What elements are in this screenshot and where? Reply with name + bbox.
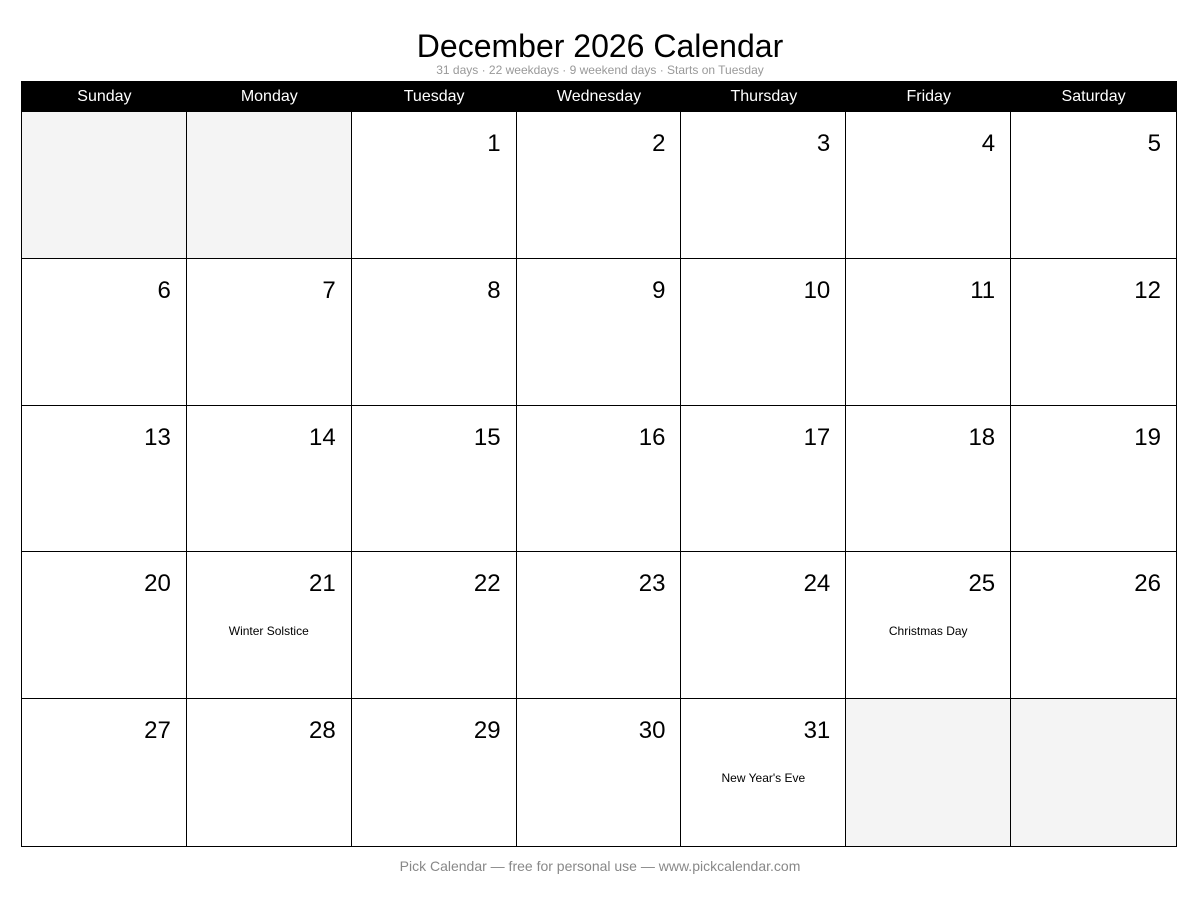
day-number: 11 — [970, 276, 996, 304]
day-number: 23 — [638, 570, 666, 598]
day-number: 9 — [652, 276, 666, 304]
footer-credit: Pick Calendar — free for personal use — www.pickcalendar.com — [399, 858, 801, 874]
day-cell[interactable] — [352, 406, 517, 553]
day-number: 3 — [816, 130, 831, 157]
day-number: 25 — [968, 570, 996, 598]
page-title: December 2026 Calendar — [416, 28, 784, 64]
day-number: 24 — [803, 570, 831, 598]
day-cell[interactable] — [1011, 552, 1176, 699]
day-number: 26 — [1134, 570, 1161, 598]
weekday-sunday: Sunday — [77, 88, 132, 105]
empty-day-cell — [846, 699, 1011, 846]
weekday-monday: Monday — [240, 88, 298, 105]
day-number: 29 — [473, 717, 501, 745]
day-cell[interactable] — [187, 259, 352, 406]
day-number: 4 — [981, 130, 996, 157]
day-cell[interactable] — [846, 406, 1011, 553]
day-cell[interactable] — [22, 552, 187, 699]
day-cell[interactable] — [22, 406, 187, 553]
day-number: 13 — [144, 423, 171, 451]
day-number: 27 — [144, 717, 171, 745]
day-cell[interactable] — [187, 406, 352, 553]
holiday-label: New Year's Eve — [721, 771, 806, 786]
day-cell[interactable] — [681, 552, 846, 699]
weekday-wednesday: Wednesday — [556, 88, 642, 105]
day-cell[interactable] — [681, 259, 846, 406]
day-cell[interactable] — [352, 699, 517, 846]
day-number: 31 — [803, 717, 831, 745]
day-number: 2 — [652, 130, 666, 157]
day-cell[interactable] — [1011, 259, 1176, 406]
day-cell[interactable] — [846, 552, 1011, 699]
day-number: 15 — [473, 423, 501, 451]
day-number: 30 — [638, 717, 666, 745]
day-cell[interactable] — [352, 552, 517, 699]
day-grid — [22, 112, 1176, 846]
weekday-thursday: Thursday — [730, 88, 798, 105]
day-number: 5 — [1147, 130, 1161, 157]
day-cell[interactable] — [517, 259, 682, 406]
day-cell[interactable] — [846, 112, 1011, 259]
day-number: 8 — [487, 276, 501, 304]
day-number: 1 — [487, 130, 501, 157]
day-number: 7 — [322, 276, 336, 304]
day-number: 18 — [968, 423, 996, 451]
day-number: 17 — [803, 423, 831, 451]
day-cell[interactable] — [846, 259, 1011, 406]
day-cell[interactable] — [1011, 406, 1176, 553]
day-number: 21 — [309, 570, 336, 598]
day-number: 16 — [638, 423, 666, 451]
day-number: 22 — [473, 570, 501, 598]
day-cell[interactable] — [187, 699, 352, 846]
day-cell[interactable] — [352, 112, 517, 259]
day-number: 14 — [309, 423, 336, 451]
weekday-saturday: Saturday — [1061, 88, 1126, 105]
weekday-tuesday: Tuesday — [403, 88, 465, 105]
day-cell[interactable] — [681, 406, 846, 553]
holiday-label: Christmas Day — [888, 624, 968, 639]
day-number: 12 — [1134, 276, 1161, 304]
month-calendar — [21, 81, 1177, 847]
day-cell[interactable] — [517, 699, 682, 846]
day-cell[interactable] — [517, 112, 682, 259]
day-number: 20 — [144, 570, 171, 598]
day-cell[interactable] — [517, 406, 682, 553]
empty-day-cell — [1011, 699, 1176, 846]
day-cell[interactable] — [187, 552, 352, 699]
day-number: 10 — [803, 276, 831, 304]
day-cell[interactable] — [22, 699, 187, 846]
day-cell[interactable] — [681, 112, 846, 259]
day-number: 6 — [157, 276, 171, 304]
day-number: 28 — [309, 717, 336, 745]
day-cell[interactable] — [1011, 112, 1176, 259]
holiday-label: Winter Solstice — [228, 624, 309, 639]
weekday-friday: Friday — [906, 88, 951, 105]
weekday-header — [22, 82, 1176, 112]
day-number: 19 — [1134, 423, 1161, 451]
day-cell[interactable] — [517, 552, 682, 699]
calendar-summary: 31 days · 22 weekdays · 9 weekend days · Starts on Tuesday — [436, 63, 764, 77]
empty-day-cell — [187, 112, 352, 259]
day-cell[interactable] — [22, 259, 187, 406]
day-cell[interactable] — [681, 699, 846, 846]
day-cell[interactable] — [352, 259, 517, 406]
empty-day-cell — [22, 112, 187, 259]
